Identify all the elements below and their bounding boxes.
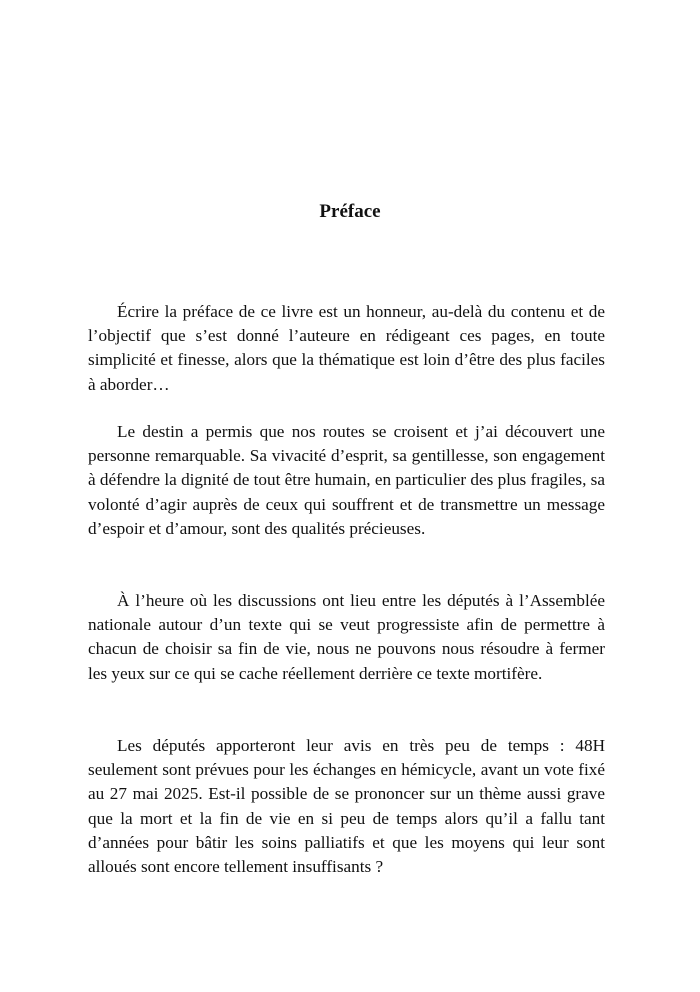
paragraph-3-block <box>88 589 605 686</box>
paragraph-3: À l’heure où les discussions ont lieu entre les députés à l’Assemblée nationale autour d’un texte qui se veut progressiste afin de permettre à chacun de choisir sa fin de vie, nous ne pouvons nous résoudre à fermer les yeux sur ce qui se cache réellement derrière ce texte mortifère. <box>88 591 605 683</box>
paragraph-2: Le destin a permis que nos routes se croisent et j’ai découvert une personne remarquable. Sa vivacité d’esprit, sa gentillesse, son engagement à défendre la dignité de tout être humain, en particulier des plus fragiles, sa volonté d’agir auprès de ceux qui souffrent et de transmettre un message d’espoir et d’amour, sont des qualités précieuses. <box>88 422 605 538</box>
page-title: Préface <box>319 201 381 222</box>
paragraph-4-block <box>88 734 605 879</box>
paragraph-1: Écrire la préface de ce livre est un honneur, au-delà du contenu et de l’objectif que s’est donné l’auteure en rédigeant ces pages, en toute simplicité et finesse, alors que la thématique est loin d’être des plus faciles à aborder… <box>88 302 605 394</box>
paragraph-4: Les députés apporteront leur avis en très peu de temps : 48H seulement sont prévues pour les échanges en hémicycle, avant un vote fixé au 27 mai 2025. Est-il possible de se prononcer sur un thème aussi grave que la mort et la fin de vie en si peu de temps alors qu’il a fallu tant d’années pour bâtir les soins palliatifs et que les moyens qui leur sont alloués sont encore tellement insuffisants ? <box>88 736 605 877</box>
paragraph-2-block <box>88 420 605 541</box>
paragraph-1-block <box>88 300 605 397</box>
